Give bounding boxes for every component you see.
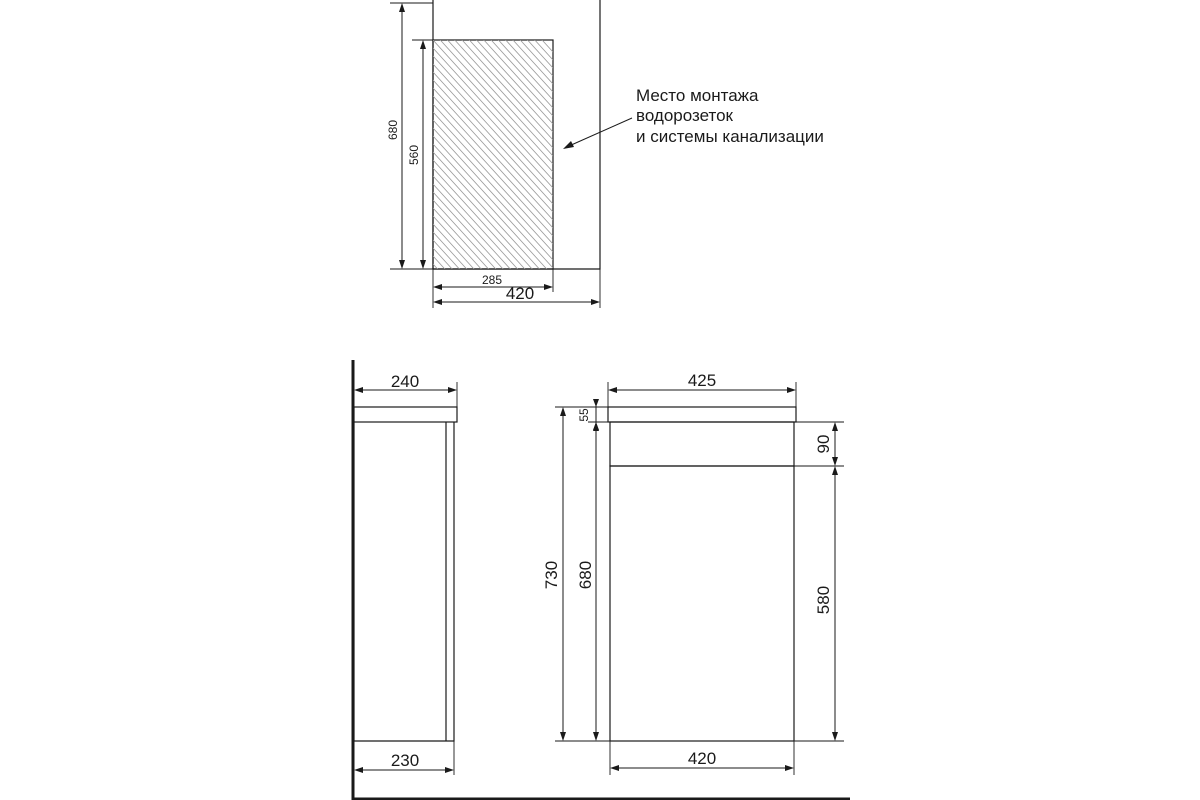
hatch-line xyxy=(433,0,553,132)
dim-front-door-580 xyxy=(794,466,844,741)
dim-front-countertop-55 xyxy=(577,399,608,430)
mounting-note xyxy=(563,86,824,149)
hatch-line xyxy=(433,176,553,308)
hatch-line xyxy=(433,376,553,508)
dim-label: 680 xyxy=(576,560,595,590)
hatch-line xyxy=(433,56,553,188)
dim-label: 680 xyxy=(386,119,400,141)
hatch-line xyxy=(433,80,553,212)
mounting-zone-hatching xyxy=(433,0,553,516)
hatch-line xyxy=(433,0,553,124)
front-door xyxy=(610,466,794,741)
front-drawer xyxy=(610,422,794,466)
hatch-line xyxy=(433,48,553,180)
hatch-line xyxy=(433,336,553,468)
hatch-line xyxy=(433,96,553,228)
side-countertop xyxy=(354,407,457,422)
hatch-line xyxy=(433,144,553,276)
dim-label: 90 xyxy=(814,434,833,454)
hatch-line xyxy=(433,152,553,284)
hatch-line xyxy=(433,232,553,364)
side-view xyxy=(353,360,850,800)
dim-label: 240 xyxy=(390,372,420,391)
hatch-line xyxy=(433,384,553,516)
hatch-line xyxy=(433,88,553,220)
hatch-line xyxy=(433,288,553,420)
dim-side-bottom-230 xyxy=(354,741,454,775)
front-countertop xyxy=(608,407,796,422)
dim-front-body-680 xyxy=(576,422,610,741)
dim-label: 285 xyxy=(481,273,503,287)
hatch-line xyxy=(433,40,553,172)
hatch-line xyxy=(433,112,553,244)
dim-label: 730 xyxy=(542,560,561,590)
hatch-line xyxy=(433,344,553,476)
hatch-line xyxy=(433,136,553,268)
hatch-line xyxy=(433,248,553,380)
note-line-1: Место монтажа xyxy=(636,86,759,105)
note-line-2: водорозеток xyxy=(636,106,733,125)
hatch-line xyxy=(433,64,553,196)
side-body xyxy=(354,422,454,741)
dim-front-top-425 xyxy=(608,371,796,407)
hatch-line xyxy=(433,280,553,412)
hatch-line xyxy=(433,224,553,356)
dim-label: 420 xyxy=(505,284,535,303)
hatch-line xyxy=(433,184,553,316)
dim-label: 420 xyxy=(687,749,717,768)
hatch-line xyxy=(433,320,553,452)
dim-label: 580 xyxy=(814,585,833,615)
dim-label: 230 xyxy=(390,751,420,770)
hatch-line xyxy=(433,304,553,436)
hatch-line xyxy=(433,32,553,164)
dim-total-width-420 xyxy=(433,269,600,308)
dim-front-bottom-420 xyxy=(610,741,794,775)
hatch-line xyxy=(433,24,553,156)
hatch-line xyxy=(433,0,553,60)
hatch-line xyxy=(433,192,553,324)
front-view xyxy=(542,371,844,775)
dim-zone-height-560 xyxy=(407,40,433,269)
hatch-line xyxy=(433,312,553,444)
dim-label: 560 xyxy=(407,144,421,166)
dim-total-height-680 xyxy=(386,3,433,269)
dim-side-top-240 xyxy=(354,372,457,407)
hatch-line xyxy=(433,360,553,492)
hatch-line xyxy=(433,368,553,500)
hatch-line xyxy=(433,328,553,460)
hatch-line xyxy=(433,200,553,332)
hatch-line xyxy=(433,120,553,252)
hatch-line xyxy=(433,296,553,428)
hatch-line xyxy=(433,72,553,204)
hatch-line xyxy=(433,16,553,148)
dim-label: 425 xyxy=(687,371,717,390)
hatch-line xyxy=(433,104,553,236)
hatch-line xyxy=(433,8,553,140)
mounting-zone-view xyxy=(386,0,824,516)
dim-label: 55 xyxy=(577,408,591,422)
hatch-line xyxy=(433,128,553,260)
hatch-line xyxy=(433,352,553,484)
hatch-line xyxy=(433,0,553,92)
hatch-line xyxy=(433,272,553,404)
note-line-3: и системы канализации xyxy=(636,127,824,146)
dim-front-drawer-90 xyxy=(794,422,844,466)
hatch-line xyxy=(433,240,553,372)
